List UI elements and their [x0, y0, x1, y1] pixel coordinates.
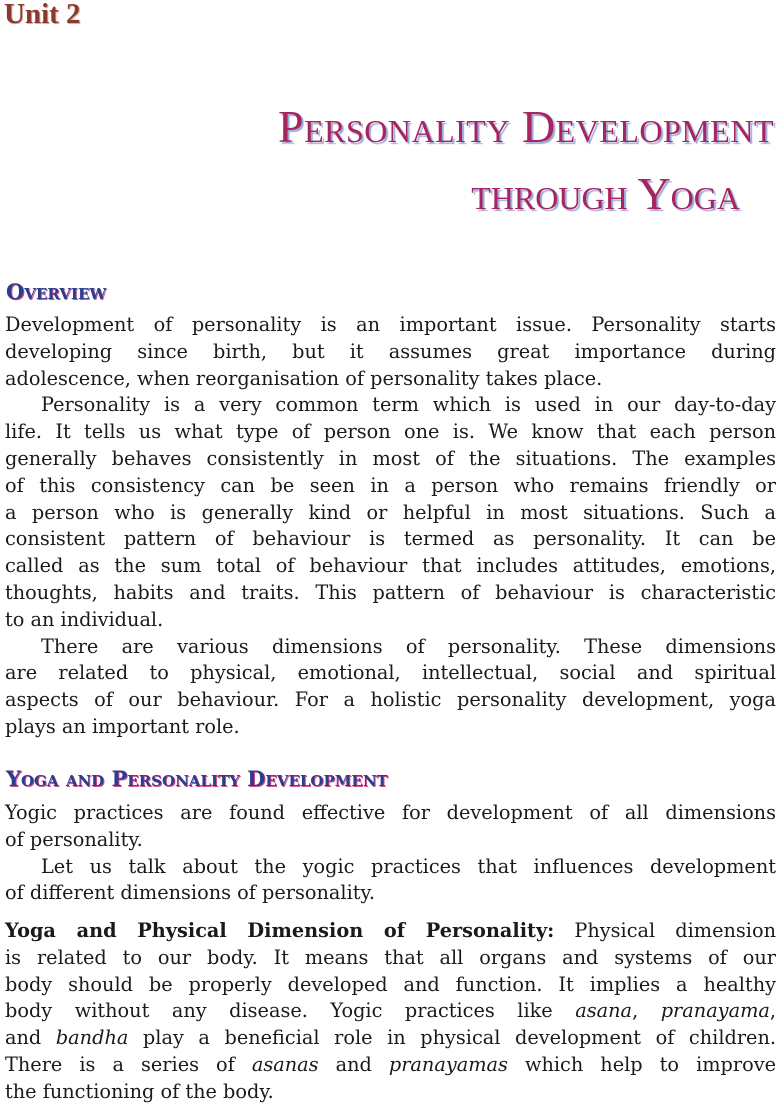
text-line	[5, 1025, 776, 1052]
text-line: to an individual.	[5, 607, 164, 631]
text-line: the functioning of the body.	[5, 1079, 274, 1103]
text-line	[5, 1052, 776, 1079]
overview-heading: Overview	[6, 279, 107, 304]
text: ,	[632, 999, 661, 1023]
overview-body	[5, 312, 776, 741]
text: which help to improve	[507, 1052, 776, 1076]
text-line: developing since birth, but it assumes great importance during	[5, 339, 776, 363]
text-line: called as the sum total of behaviour that includes attitudes, emotions,	[5, 554, 776, 578]
text-line: Development of personality is an important issue. Personality starts	[5, 313, 776, 336]
yoga-body	[5, 800, 776, 907]
text-line: Yogic practices are found effective for development of all dimensions	[5, 801, 776, 824]
text-line: a person who is generally kind or helpful in most situations. Such a	[5, 500, 776, 524]
term: asana	[575, 999, 633, 1023]
text-line: of this consistency can be seen in a person who remains friendly or	[5, 473, 776, 497]
text-line: Let us talk about the yogic practices that influences development	[41, 854, 776, 878]
text-line: thoughts, habits and traits. This pattern of behaviour is characteristic	[5, 580, 776, 604]
text-line: of personality.	[5, 827, 143, 851]
text: Physical dimension	[554, 919, 776, 942]
text: and	[318, 1052, 389, 1076]
text-line: Personality is a very common term which is used in our day-to-day	[41, 393, 776, 417]
text-line: aspects of our behaviour. For a holistic personality development, yoga	[5, 688, 776, 712]
text-line: There are various dimensions of personality. These dimensions	[41, 634, 776, 658]
text: ,	[769, 999, 776, 1023]
term: pranayamas	[388, 1052, 508, 1076]
term: bandha	[55, 1026, 129, 1050]
chapter-title-line2: through Yoga	[471, 168, 740, 219]
text-line: consistent pattern of behaviour is termed as personality. It can be	[5, 527, 776, 551]
text: body without any disease. Yogic practices like	[5, 999, 576, 1023]
chapter-title-line1: Personality Development	[278, 101, 774, 152]
text: and	[5, 1026, 56, 1050]
text: There is a series of	[5, 1052, 252, 1076]
text-line: life. It tells us what type of person one is. We know that each person	[5, 420, 776, 444]
subheading-physical: Yoga and Physical Dimension of Personality:	[5, 919, 555, 942]
text-line: are related to physical, emotional, intellectual, social and spiritual	[5, 661, 776, 685]
term: asanas	[251, 1052, 319, 1076]
text-line: body should be properly developed and function. It implies a healthy	[5, 972, 776, 996]
text-line	[5, 998, 776, 1025]
physical-dimension-paragraph	[5, 918, 776, 1106]
text-line	[5, 918, 776, 945]
text-line: generally behaves consistently in most of the situations. The examples	[5, 446, 776, 470]
text-line: adolescence, when reorganisation of personality takes place.	[5, 366, 603, 390]
text-line: is related to our body. It means that all organs and systems of our	[5, 945, 776, 969]
yoga-personality-heading: Yoga and Personality Development	[6, 766, 388, 791]
term: pranayama	[660, 999, 770, 1023]
text-line: plays an important role.	[5, 714, 240, 738]
text: play a beneficial role in physical development of children.	[128, 1026, 776, 1050]
unit-label: Unit 2	[4, 0, 81, 30]
text-line: of different dimensions of personality.	[5, 881, 375, 905]
